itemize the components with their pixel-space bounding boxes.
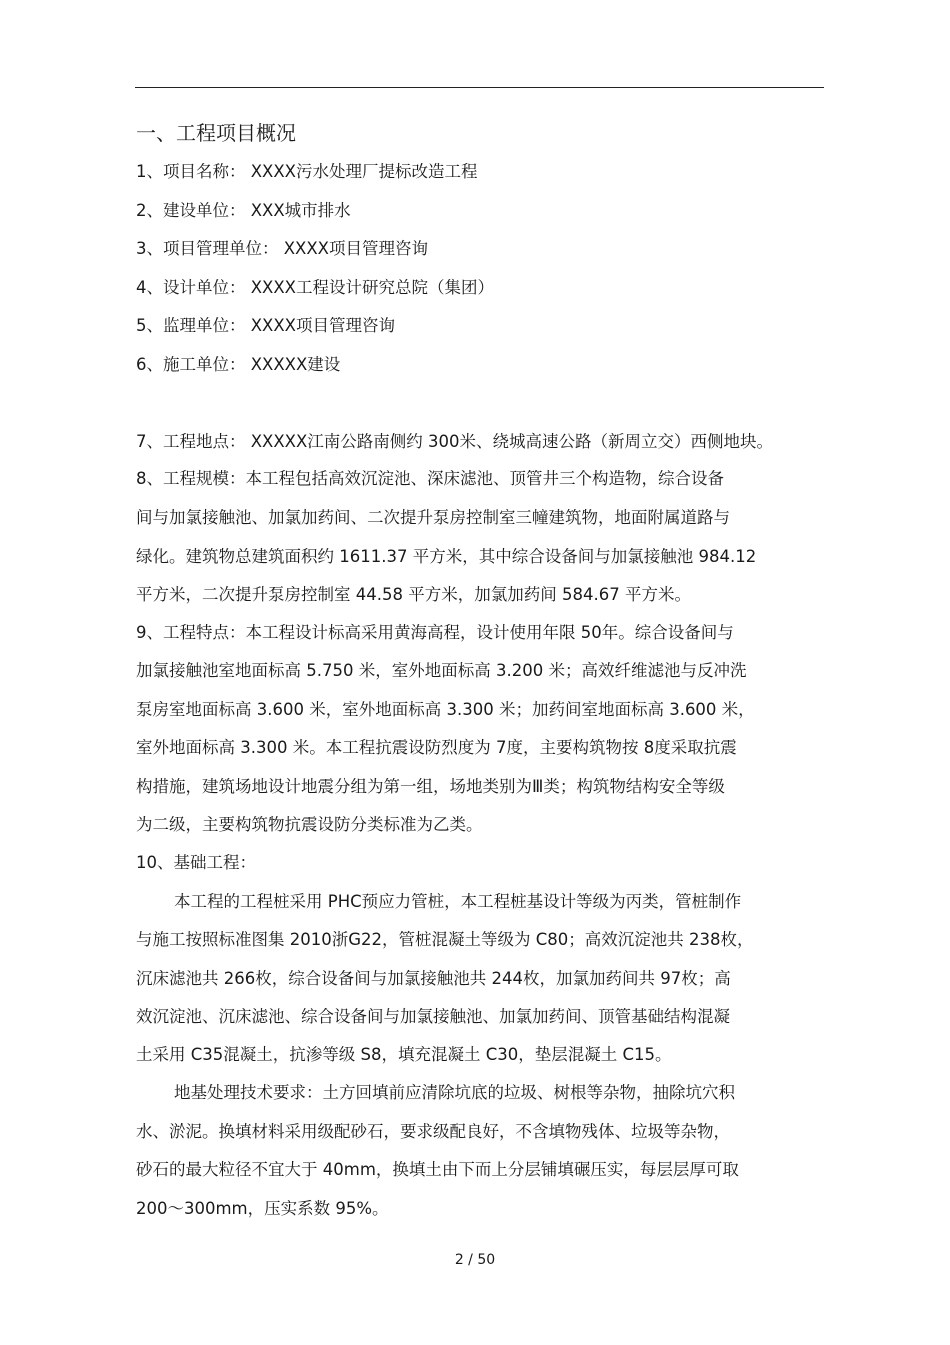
- paragraph-line: 本工程的工程桩采用 PHC预应力管桩，本工程桩基设计等级为丙类，管桩制作: [174, 892, 742, 911]
- paragraph-line: 与施工按照标准图集 2010浙G22，管桩混凝土等级为 C80；高效沉淀池共 238枚，: [136, 930, 754, 949]
- paragraph-line: 效沉淀池、沉床滤池、综合设备间与加氯接触池、加氯加药间、顶管基础结构混凝: [136, 1007, 730, 1026]
- paragraph-line: 土采用 C35混凝土，抗渗等级 S8，填充混凝土 C30，垫层混凝土 C15。: [136, 1045, 672, 1064]
- item-design-unit: 4、设计单位： XXXX工程设计研究总院（集团）: [136, 278, 494, 297]
- paragraph-line: 构措施，建筑场地设计地震分组为第一组，场地类别为Ⅲ类；构筑物结构安全等级: [136, 777, 725, 796]
- paragraph-line: 200～300mm，压实系数 95%。: [136, 1199, 389, 1218]
- header-rule: [135, 87, 824, 88]
- paragraph-line: 绿化。建筑物总建筑面积约 1611.37 平方米，其中综合设备间与加氯接触池 984.12: [136, 547, 757, 566]
- paragraph-line: 为二级，主要构筑物抗震设防分类标准为乙类。: [136, 815, 483, 834]
- page-number: 2 / 50: [454, 1252, 496, 1268]
- item-project-name: 1、项目名称： XXXX污水处理厂提标改造工程: [136, 162, 478, 181]
- paragraph-line: 间与加氯接触池、加氯加药间、二次提升泵房控制室三幢建筑物，地面附属道路与: [136, 508, 730, 527]
- paragraph-line: 水、淤泥。换填材料采用级配砂石，要求级配良好，不含填物残体、垃圾等杂物，: [136, 1122, 730, 1141]
- item-foundation: 10、基础工程：: [136, 853, 256, 872]
- paragraph-line: 砂石的最大粒径不宜大于 40mm，换填土由下而上分层铺填碾压实，每层层厚可取: [136, 1160, 739, 1179]
- paragraph-line: 平方米，二次提升泵房控制室 44.58 平方米，加氯加药间 584.67 平方米。: [136, 585, 691, 604]
- paragraph-line: 室外地面标高 3.300 米。本工程抗震设防烈度为 7度，主要构筑物按 8度采取抗震: [136, 738, 737, 757]
- paragraph-line: 加氯接触池室地面标高 5.750 米，室外地面标高 3.200 米；高效纤维滤池与反冲洗: [136, 661, 747, 680]
- item-contractor: 6、施工单位： XXXXX建设: [136, 355, 341, 374]
- paragraph-line: 沉床滤池共 266枚，综合设备间与加氯接触池共 244枚，加氯加药间共 97枚；高: [136, 969, 731, 988]
- item-supervision-unit: 5、监理单位： XXXX项目管理咨询: [136, 316, 395, 335]
- item-location: 7、工程地点： XXXXX江南公路南侧约 300米、绕城高速公路（新周立交）西侧地块。: [136, 432, 773, 451]
- item-management-unit: 3、项目管理单位： XXXX项目管理咨询: [136, 239, 428, 258]
- item-construction-unit: 2、建设单位： XXX城市排水: [136, 201, 351, 220]
- paragraph-line: 泵房室地面标高 3.600 米，室外地面标高 3.300 米；加药间室地面标高 3.600 米，: [136, 700, 755, 719]
- paragraph-line: 地基处理技术要求：土方回填前应清除坑底的垃圾、树根等杂物，抽除坑穴积: [174, 1083, 735, 1102]
- section-heading: 一、工程项目概况: [136, 121, 296, 145]
- paragraph-line: 9、工程特点：本工程设计标高采用黄海高程，设计使用年限 50年。综合设备间与: [136, 623, 734, 642]
- paragraph-line: 8、工程规模：本工程包括高效沉淀池、深床滤池、顶管井三个构造物，综合设备: [136, 469, 724, 488]
